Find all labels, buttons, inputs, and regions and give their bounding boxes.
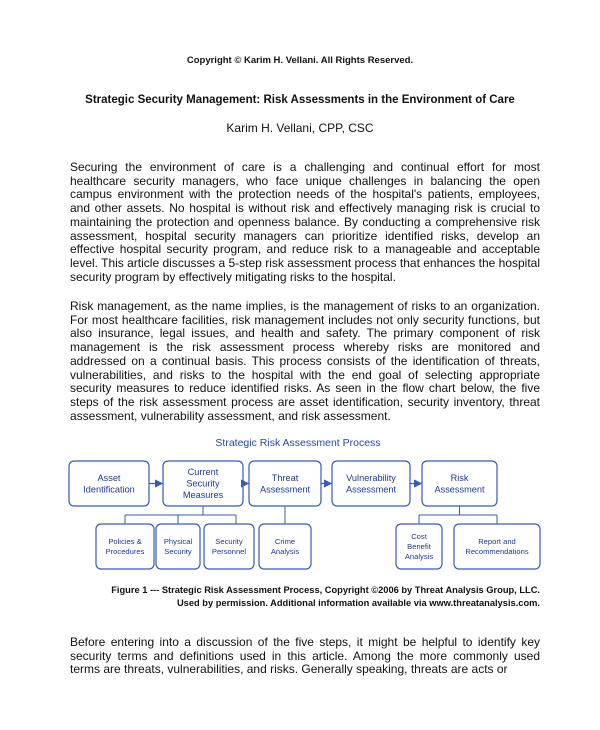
sub-physical-security bbox=[156, 524, 200, 569]
diagram-label-line: Report and bbox=[478, 537, 516, 547]
diagram-label-line: Recommendations bbox=[465, 547, 529, 557]
step-asset-identification bbox=[69, 461, 149, 506]
diagram-label-line: Cost bbox=[411, 532, 427, 542]
caption-line-2: Used by permission. Additional information available via www.threatanalysis.com. bbox=[176, 597, 540, 608]
body-paragraph-3: Before entering into a discussion of the five steps, it might be helpful to identify key security terms and definitions used in this article. Among the more commonly used terms are threats, vulnerabilities, and risks. Generally speaking, threats are acts or bbox=[70, 635, 540, 677]
risk-assessment-flow-diagram bbox=[60, 432, 550, 577]
diagram-label-line: Vulnerability bbox=[346, 472, 396, 483]
connectors bbox=[125, 506, 497, 524]
step-threat-assessment bbox=[249, 461, 321, 506]
diagram-label-line: Analysis bbox=[270, 547, 300, 557]
diagram-label-line: Security bbox=[215, 537, 243, 547]
diagram-label-line: Risk bbox=[450, 472, 469, 483]
diagram-label-line: Threat bbox=[271, 472, 299, 483]
diagram-label-line: Physical bbox=[163, 537, 193, 547]
sub-crime-analysis bbox=[259, 524, 311, 569]
diagram-label-line: Crime bbox=[274, 537, 296, 547]
sub-box-label bbox=[106, 537, 145, 556]
article-title: Strategic Security Management: Risk Assessments in the Environment of Care bbox=[85, 94, 515, 106]
sub-security-personnel bbox=[204, 524, 254, 569]
step-label bbox=[346, 473, 396, 495]
diagram-label-line: Security bbox=[186, 478, 220, 489]
diagram-title: Strategic Risk Assessment Process bbox=[215, 437, 381, 449]
step-current-security-measures bbox=[163, 461, 243, 506]
diagram-label-line: Asset bbox=[97, 472, 121, 483]
body-paragraph-2: Risk management, as the name implies, is the management of risks to an organization. For most healthcare facilities, risk management includes not only security functions, but also insurance, legal issues, and health and safety. The primary component of risk management is the risk assessment process whereby risks are monitored and addressed on a continual basis. This process consists of the identification of threats, vulnerabilities, and risks to the hospital with the end goal of selecting appropriate security measures to reduce identified risks. As seen in the flow chart below, the five steps of the risk assessment process are asset identification, security inventory, threat assessment, vulnerability assessment, and risk assessment. bbox=[70, 299, 540, 423]
diagram-label-line: Identification bbox=[83, 484, 135, 495]
diagram-label-line: Personnel bbox=[211, 547, 247, 557]
author-line: Karim H. Vellani, CPP, CSC bbox=[226, 121, 374, 135]
diagram-label-line: Benefit bbox=[407, 542, 431, 552]
step-risk-assessment bbox=[422, 461, 497, 506]
body-paragraph-1: Securing the environment of care is a challenging and continual effort for most healthcare security managers, who face unique challenges in balancing the open campus environment with the protection needs of the hospital's patients, employees, and other assets. No hospital is without risk and effectively managing risk is crucial to maintaining the protection and openness balance. By conducting a comprehensive risk assessment, hospital security managers can prioritize identified risks, develop an effective hospital security program, and reduce risk to a manageable and acceptable level. This article discusses a 5-step risk assessment process that enhances the hospital security program by effectively mitigating risks to the hospital. bbox=[70, 160, 541, 284]
diagram-label-line: Procedures bbox=[105, 547, 145, 557]
diagram-label-line: Assessment bbox=[434, 484, 485, 495]
diagram-label-line: Measures bbox=[182, 490, 224, 501]
diagram-label-line: Current bbox=[187, 467, 219, 478]
step-label bbox=[183, 467, 224, 500]
diagram-label-line: Assessment bbox=[345, 484, 397, 495]
sub-box-label bbox=[164, 537, 193, 556]
step-vulnerability-assessment bbox=[332, 461, 410, 506]
diagram-label-line: Security bbox=[164, 547, 192, 557]
copyright-notice: Copyright © Karim H. Vellani. All Rights Reserved. bbox=[186, 55, 414, 66]
diagram-label-line: Assessment bbox=[259, 484, 311, 495]
diagram-label-line: Analysis bbox=[404, 552, 434, 562]
sub-box-label bbox=[271, 537, 299, 556]
figure-caption bbox=[60, 584, 540, 609]
sub-policies-procedures bbox=[96, 524, 154, 569]
sub-report-recommendations bbox=[454, 524, 540, 569]
sub-cost-benefit-analysis bbox=[396, 524, 442, 569]
diagram-label-line: Policies & bbox=[108, 537, 142, 547]
caption-line-1: Figure 1 --- Strategic Risk Assessment Process, Copyright ©2006 by Threat Analysis Group, LLC. bbox=[111, 585, 540, 595]
sub-box-label bbox=[212, 537, 247, 556]
